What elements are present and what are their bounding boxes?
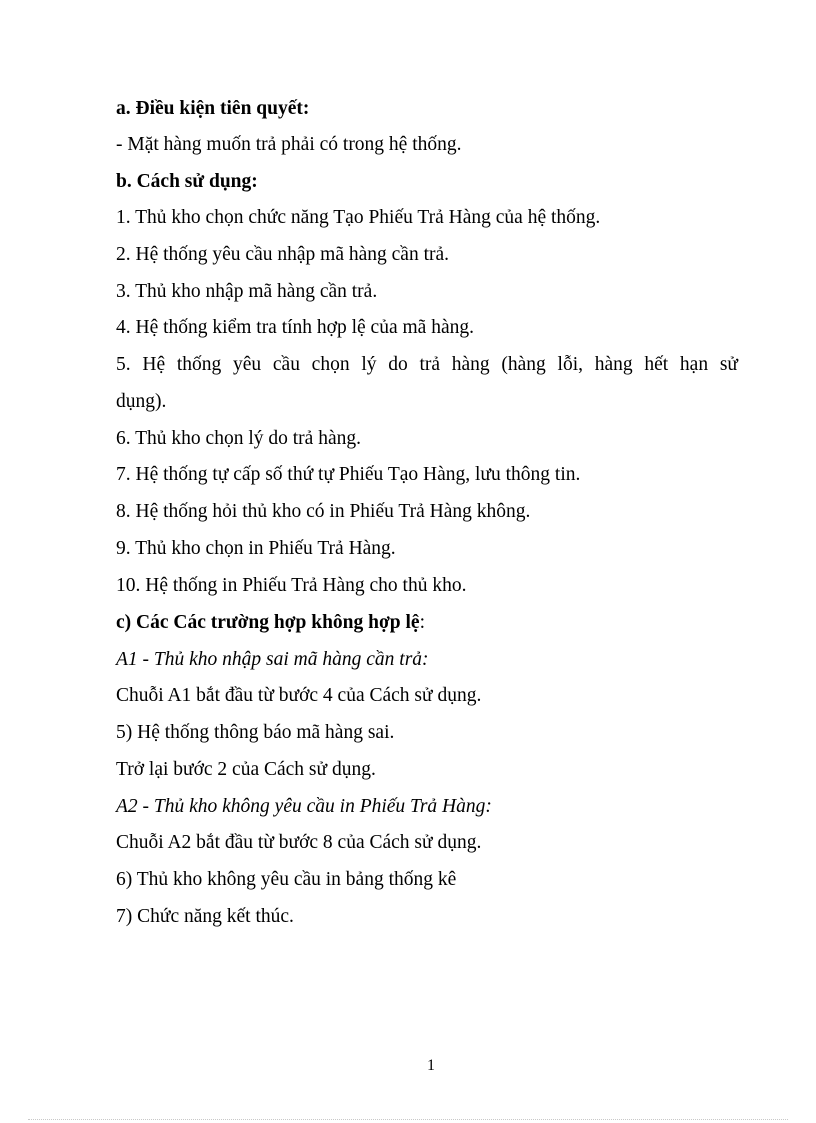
- alt-flow-a1-line-1: Chuỗi A1 bắt đầu từ bước 4 của Cách sử dụng.: [116, 685, 482, 706]
- heading-invalid-cases: [116, 611, 425, 635]
- alt-flow-a2-title: A2 - Thủ kho không yêu cầu in Phiếu Trả Hàng:: [116, 796, 492, 817]
- usage-step-10: 10. Hệ thống in Phiếu Trả Hàng cho thủ kho.: [116, 575, 467, 596]
- precondition-item: - Mặt hàng muốn trả phải có trong hệ thống.: [116, 134, 462, 155]
- usage-step-2: 2. Hệ thống yêu cầu nhập mã hàng cần trả.: [116, 244, 450, 265]
- alt-flow-a1-title: A1 - Thủ kho nhập sai mã hàng cần trả:: [116, 649, 429, 670]
- alt-flow-a1-line-2: 5) Hệ thống thông báo mã hàng sai.: [116, 722, 395, 743]
- usage-step-9: 9. Thủ kho chọn in Phiếu Trả Hàng.: [116, 538, 396, 559]
- heading-invalid-cases-text: c) Các Các trường hợp không hợp lệ: [116, 612, 420, 633]
- page-number: 1: [427, 1057, 435, 1074]
- heading-preconditions: a. Điều kiện tiên quyết:: [116, 98, 310, 119]
- heading-invalid-cases-colon: :: [419, 612, 425, 633]
- usage-step-5: 5. Hệ thống yêu cầu chọn lý do trả hàng (hàng lỗi, hàng hết hạn sử: [116, 354, 738, 375]
- alt-flow-a2-line-3: 7) Chức năng kết thúc.: [116, 906, 294, 927]
- alt-flow-a2-line-1: Chuỗi A2 bắt đầu từ bước 8 của Cách sử dụng.: [116, 832, 482, 853]
- heading-usage: b. Cách sử dụng:: [116, 171, 258, 192]
- alt-flow-a1-line-3: Trở lại bước 2 của Cách sử dụng.: [116, 759, 376, 780]
- usage-step-8: 8. Hệ thống hỏi thủ kho có in Phiếu Trả Hàng không.: [116, 501, 531, 522]
- usage-step-6: 6. Thủ kho chọn lý do trả hàng.: [116, 428, 361, 449]
- usage-step-1: 1. Thủ kho chọn chức năng Tạo Phiếu Trả Hàng của hệ thống.: [116, 207, 601, 228]
- usage-step-7: 7. Hệ thống tự cấp số thứ tự Phiếu Tạo Hàng, lưu thông tin.: [116, 464, 581, 485]
- usage-step-4: 4. Hệ thống kiểm tra tính hợp lệ của mã hàng.: [116, 317, 474, 338]
- alt-flow-a2-line-2: 6) Thủ kho không yêu cầu in bảng thống kê: [116, 869, 457, 890]
- usage-step-3: 3. Thủ kho nhập mã hàng cần trả.: [116, 281, 378, 302]
- usage-step-5-continued: dụng).: [116, 391, 167, 412]
- page-bottom-divider: [28, 1119, 788, 1120]
